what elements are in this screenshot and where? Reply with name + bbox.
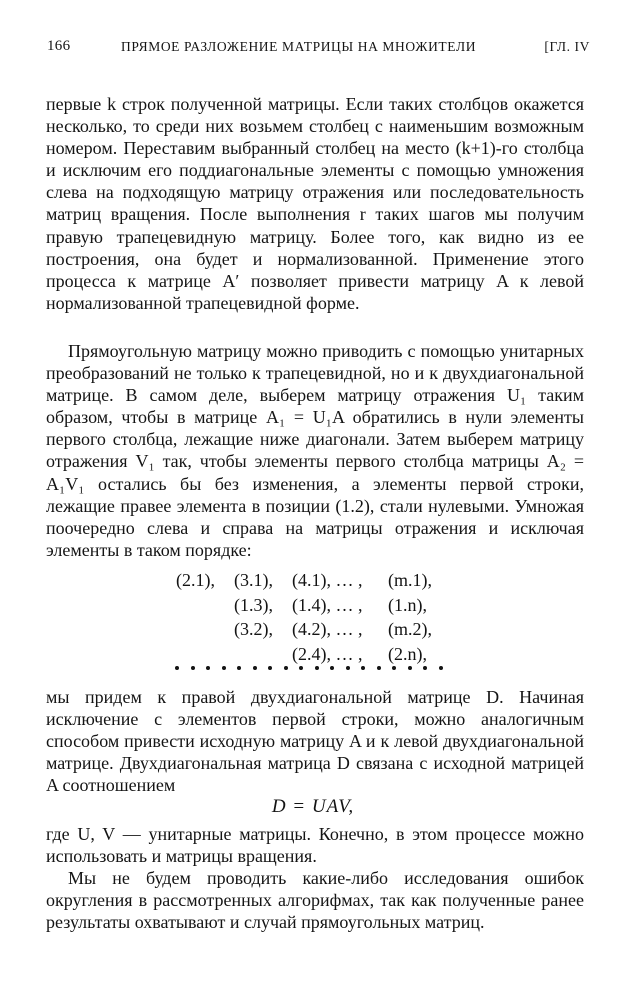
sequence-item: (4.2), … , [292, 619, 363, 640]
paragraph-3: мы придем к правой двухдиагональной матрице D. Начиная исключение с элементов первой строки, можно аналогичным способом привести исходную матрицу A и к левой двухдиагональной матрице. Двухдиагональная матрица D связана с исходной матрицей A соотношением [46, 687, 584, 796]
equation-d-uav: D = UAV, [271, 796, 355, 817]
sequence-item: (3.1), [234, 570, 273, 590]
chapter-label: [ГЛ. IV [544, 39, 590, 54]
sequence-item: (m.1), [388, 570, 432, 590]
sequence-item: (1.4), … , [292, 594, 363, 615]
sequence-item: (2.n), [388, 643, 427, 664]
paragraph-4: где U, V — унитарные матрицы. Конечно, в этом процессе можно использовать и матрицы вращения. [46, 824, 584, 867]
paragraph-2: Прямоугольную матрицу можно приводить с помощью унитарных преобразований не только к трапецевидной, но и к двухдиагональной матрице. В самом деле, выберем матрицу отражения U₁ таким образом, чтобы в матрице A₁ = U₁A обратились в нули элементы первого столбца, лежащие ниже диагонали. Затем выберем матрицу отражения V₁ так, чтобы элементы первого столбца матрицы A₂ = A₁V₁ остались бы без изменения, а элементы первой строки, лежащие правее элемента в позиции (1.2), стали нулевыми. Умножая поочередно слева и справа на матрицы отражения и исключая элементы в таком порядке: [46, 341, 584, 560]
sequence-row-1 [0, 568, 626, 593]
sequence-row-2 [0, 593, 626, 618]
sequence-item: (2.1), [176, 570, 215, 590]
sequence-item: (1.3), [234, 594, 273, 615]
running-header [47, 38, 590, 62]
sequence-item: (4.1), … , [292, 570, 363, 590]
sequence-item: (2.4), … , [292, 643, 363, 664]
elimination-order [0, 568, 626, 666]
running-title: ПРЯМОЕ РАЗЛОЖЕНИЕ МАТРИЦЫ НА МНОЖИТЕЛИ [121, 39, 477, 54]
page-number: 166 [47, 38, 71, 54]
sequence-item: (3.2), [234, 619, 273, 640]
paragraph-5: Мы не будем проводить какие-либо исследования ошибок округления в рассмотренных алгорифмах, так как полученные ранее результаты охватывают и случай прямоугольных матриц. [46, 868, 584, 933]
paragraph-1: первые k строк полученной матрицы. Если таких столбцов окажется несколько, то среди них возьмем столбец с наименьшим возможным номером. Переставим выбранный столбец на место (k+1)-го столбца и исключим его поддиагональные элементы с помощью умножения слева на подходящую матрицу отражения или последовательность матриц вращения. После выполнения r таких шагов мы получим правую трапецевидную матрицу. Более того, как видно из ее построения, она будет и нормализованной. Применение этого процесса к матрице A′ позволяет привести матрицу A к левой нормализованной трапецевидной форме. [46, 94, 584, 313]
sequence-item: (1.n), [388, 594, 427, 615]
ellipsis-dots-row [175, 662, 443, 674]
sequence-item: (m.2), [388, 619, 432, 640]
sequence-row-3 [0, 617, 626, 642]
